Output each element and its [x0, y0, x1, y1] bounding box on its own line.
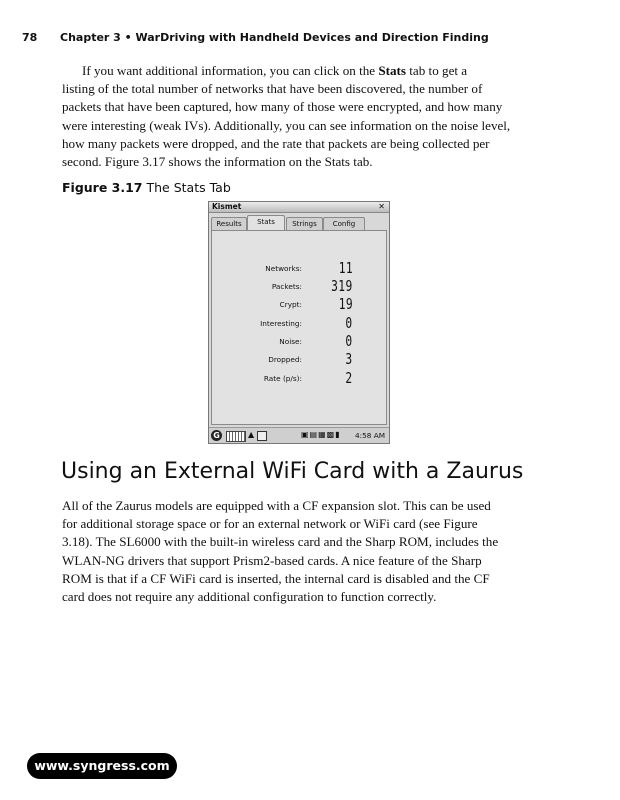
paragraph-line: for additional storage space or for an external network or WiFi card (see Figure: [62, 516, 478, 532]
body-paragraph: [62, 497, 562, 606]
stat-value: 0: [345, 332, 353, 350]
paragraph-line: All of the Zaurus models are equipped with a CF expansion slot. This can be used: [62, 498, 491, 513]
stat-row: [212, 296, 388, 314]
paragraph-line: [62, 62, 562, 80]
paragraph-line: [62, 80, 562, 98]
chapter-title: Chapter 3 • WarDriving with Handheld Devices and Direction Finding: [60, 31, 489, 44]
stat-value: 11: [338, 259, 353, 277]
stat-row: [212, 333, 388, 351]
window-icon[interactable]: [257, 431, 267, 441]
stat-value: 0: [345, 314, 353, 332]
taskbar: [209, 427, 389, 443]
stat-label: Packets:: [271, 282, 302, 291]
stat-value: 319: [331, 277, 353, 295]
stat-row: [212, 260, 388, 278]
paragraph-line: WLAN-NG drivers that support Prism2-based cards. A nice feature of the Sharp: [62, 552, 482, 568]
paragraph-line: 3.18). The SL6000 with the built-in wireless card and the Sharp ROM, includes the: [62, 534, 499, 550]
paragraph-line: [62, 98, 562, 116]
stat-row: [212, 278, 388, 296]
line-0: If you want additional information, you can click on the Stats tab to get a: [82, 63, 468, 78]
start-menu-icon[interactable]: G: [211, 430, 222, 441]
stat-row: [212, 370, 388, 388]
stat-value: 2: [345, 369, 353, 387]
paragraph-line: [62, 153, 562, 171]
close-icon[interactable]: ✕: [378, 202, 385, 211]
line-4: how many packets were dropped, and the rate that packets are being collected per: [62, 135, 490, 151]
window-titlebar: [209, 202, 389, 213]
window-title: Kismet: [212, 202, 242, 211]
paragraph-line: [62, 117, 562, 135]
figure-caption-text: The Stats Tab: [146, 180, 231, 195]
stat-label: Dropped:: [268, 355, 302, 364]
stat-label: Networks:: [265, 264, 302, 273]
stats-panel: [211, 230, 387, 425]
kismet-screenshot: [208, 201, 390, 444]
publisher-url[interactable]: www.syngress.com: [27, 753, 177, 779]
figure-caption: [62, 180, 231, 195]
section-heading: Using an External WiFi Card with a Zaurus: [61, 459, 524, 484]
tab-config[interactable]: Config: [323, 217, 365, 230]
stats-keyword: Stats: [378, 63, 407, 78]
stat-label: Noise:: [279, 337, 302, 346]
up-arrow-icon[interactable]: ▲: [248, 430, 255, 439]
keyboard-icon[interactable]: [226, 431, 246, 442]
paragraph-line: card does not require any additional configuration to function correctly.: [62, 589, 437, 605]
paragraph-line: ROM is that if a CF WiFi card is inserted, the internal card is disabled and the CF: [62, 570, 490, 586]
page-number: 78: [22, 31, 38, 44]
line-5: second. Figure 3.17 shows the information on the Stats tab.: [62, 154, 373, 170]
stat-row: [212, 315, 388, 333]
stat-row: [212, 351, 388, 369]
stat-label: Rate (p/s):: [263, 374, 302, 383]
clock: 4:58 AM: [355, 431, 385, 440]
stat-value: 3: [345, 350, 353, 368]
line-3: were interesting (weak IVs). Additionally, you can see information on the noise level,: [62, 117, 511, 133]
intro-paragraph: [62, 62, 562, 171]
tab-results[interactable]: Results: [211, 217, 247, 230]
stat-label: Crypt:: [279, 300, 302, 309]
line-1: listing of the total number of networks that have been discovered, the number of: [62, 81, 483, 97]
line-2: packets that have been captured, how many of those were encrypted, and how many: [62, 99, 503, 115]
figure-label: Figure 3.17: [62, 180, 143, 195]
status-icons[interactable]: ▣▤▦▩▮: [301, 430, 341, 439]
running-header: [22, 31, 489, 44]
tab-strings[interactable]: Strings: [286, 217, 323, 230]
stat-label: Interesting:: [260, 319, 302, 328]
paragraph-line: [62, 135, 562, 153]
stat-value: 19: [338, 295, 353, 313]
tab-stats[interactable]: Stats: [247, 215, 285, 231]
